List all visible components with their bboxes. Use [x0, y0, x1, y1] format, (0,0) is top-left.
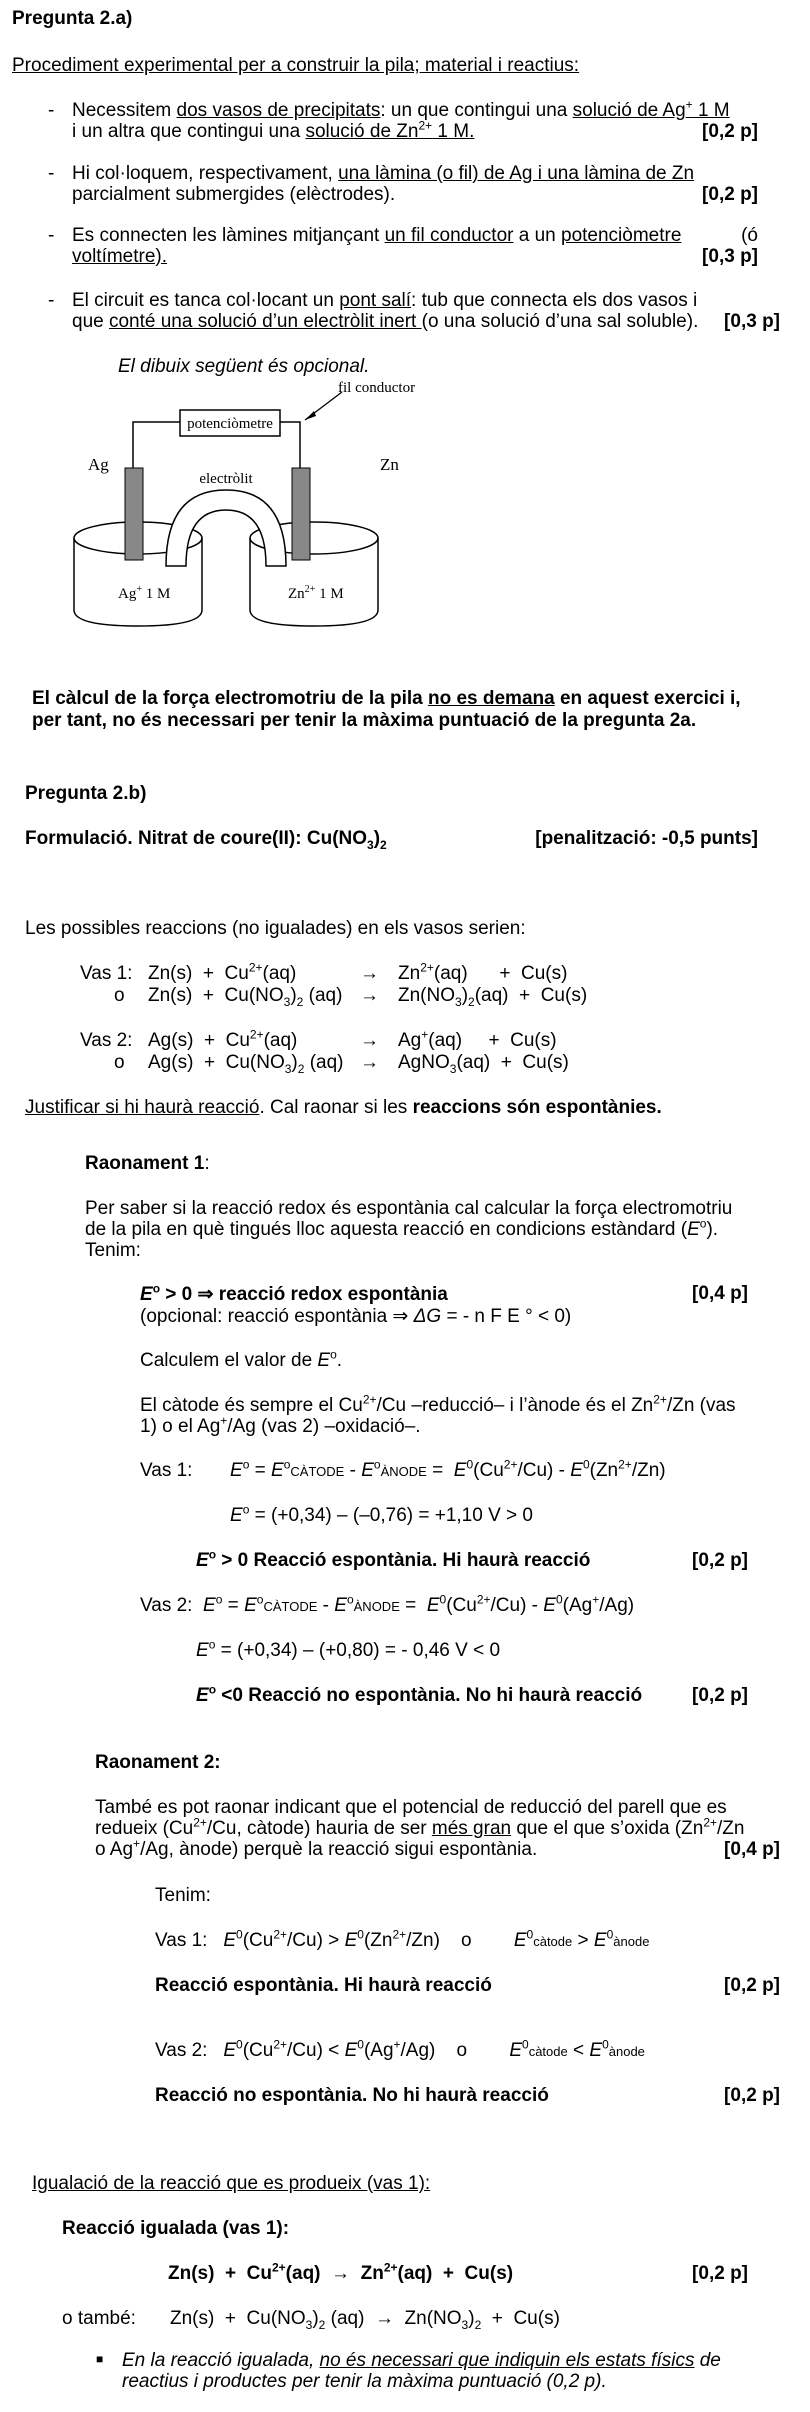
- procedure-heading: Procediment experimental per a construir la pila; material i reactius:: [12, 55, 580, 76]
- item1-line1: Necessitem dos vasos de precipitats: un que contingui una solució de Ag+ 1 M: [72, 97, 730, 121]
- vas1-value: $E^o = (+0,34) - (-0,76) = +1,10$ V > 0: [230, 1502, 533, 1526]
- arrow-head: [305, 411, 316, 420]
- meter-label: potenciòmetre: [187, 416, 273, 432]
- left-electrode-label: Ag: [88, 455, 109, 474]
- bridge-label: electròlit: [199, 471, 253, 487]
- reaction-2a-products: Ag+(aq) + Cu(s): [398, 1027, 557, 1051]
- reaction-2b: $Ag(s) + Cu(NO_3)_2$ (aq): [148, 1052, 344, 1076]
- reasoning-2-title: Raonament 2:: [95, 1752, 221, 1773]
- cathode-line1: El càtode és sempre el $Cu^{2+}/Cu$ –reducció– i l’ànode és el $Zn^{2+}/Zn$ (vas: [140, 1392, 736, 1416]
- cathode-line2: 1) o el Ag+/Ag (vas 2) –oxidació–.: [140, 1413, 421, 1437]
- condition-score: [0,4 p]: [692, 1283, 748, 1304]
- reasoning-1-title: Raonament 1:: [85, 1153, 210, 1174]
- left-solution-label: Ag+ 1 M: [118, 584, 171, 602]
- r2-vas2-result: Reacció no espontània. No hi haurà reacció: [155, 2085, 549, 2106]
- silver-electrode: [125, 468, 143, 560]
- item1-score: [0,2 p]: [702, 121, 758, 142]
- right-electrode-label: Zn: [380, 455, 399, 474]
- wire-label: fil conductor: [338, 380, 416, 396]
- or-label: o: [114, 985, 125, 1006]
- zinc-electrode: [292, 468, 310, 560]
- balanced-equation-score: [0,2 p]: [692, 2263, 748, 2284]
- or-label: o: [114, 1052, 125, 1073]
- also-label: o també:: [62, 2308, 136, 2329]
- arrow: →: [360, 1030, 379, 1051]
- r1-p3: Tenim:: [85, 1240, 141, 1261]
- vas2-value: $E^o = (+0,34) - (+0,80)$ = - 0,46 V < 0: [196, 1637, 501, 1661]
- optional-gibbs: (opcional: reacció espontània ⇒ ΔG = - n F E ° < 0): [140, 1306, 572, 1327]
- item2-score: [0,2 p]: [702, 184, 758, 205]
- vas2-label: Vas 2:: [80, 1030, 133, 1051]
- item3-line2: voltímetre).: [72, 246, 168, 267]
- vas1-label: Vas 1:: [80, 963, 133, 984]
- r2-p3-score: [0,4 p]: [724, 1839, 780, 1860]
- item2-line2: parcialment submergides (elèctrodes).: [72, 184, 396, 205]
- reaction-1b: $Zn(s) + Cu(NO_3)_2$ (aq): [148, 985, 343, 1009]
- item4-score: [0,3 p]: [724, 311, 780, 332]
- reaction-2b-products: AgNO$_3$(aq) + Cu(s): [398, 1052, 569, 1076]
- right-solution-label: $Zn^{2+}$ 1 M: [288, 584, 344, 602]
- vas1-formula: $E^o$ = $E^oCÀTODE$ - $E^oÀNODE = E^0(Cu^{2+}/Cu) - E^0(Zn^{2+}/Zn)$: [230, 1457, 666, 1481]
- reaction-1a-products: $Zn^{2+}(aq)$ + Cu(s): [398, 960, 568, 984]
- reaction-1b-products: $Zn(NO_3)_2(aq) + Cu(s)$: [398, 985, 588, 1009]
- bullet-dash: -: [48, 290, 55, 311]
- reaction-1a: $Zn(s) + Cu^{2+}(aq)$: [148, 960, 297, 984]
- vas1-result: $E^o > 0$ Reacció espontània. Hi haurà reacció: [196, 1547, 591, 1571]
- emf-note-line1: El càlcul de la força electromotriu de la pila no es demana en aquest exercici i,: [32, 688, 741, 709]
- r2-tenim: Tenim:: [155, 1885, 211, 1906]
- final-note-line1: En la reacció igualada, no és necessari que indiquin els estats físics de: [122, 2350, 721, 2371]
- spontaneity-condition: $E^o > 0$ ⇒ reacció redox espontània: [140, 1281, 448, 1305]
- vas2-formula: Vas 2: $E^o$ = $E^oCÀTODE$ - $E^oÀNODE = E^0(Cu^{2+}/Cu) - E^0(Ag^+/Ag)$: [140, 1592, 635, 1616]
- drawing-note: El dibuix següent és opcional.: [118, 356, 370, 377]
- bullet-dash: -: [48, 163, 55, 184]
- justify-instruction: Justificar si hi haurà reacció. Cal raonar si les reaccions són espontànies.: [25, 1097, 662, 1118]
- item3-line1: Es connecten les làmines mitjançant un fil conductor a un potenciòmetre: [72, 225, 682, 246]
- item3-score: [0,3 p]: [702, 246, 758, 267]
- question-2a-title: Pregunta 2.a): [12, 8, 133, 29]
- galvanic-cell-diagram: [70, 370, 470, 640]
- bullet-square: ■: [96, 2352, 104, 2366]
- penalty: [penalització: -0,5 punts]: [535, 828, 758, 849]
- calc-intro: Calculem el valor de $E^o$.: [140, 1347, 343, 1371]
- item2-line1: Hi col·loquem, respectivament, una làmina (o fil) de Ag i una làmina de Zn: [72, 163, 695, 184]
- alternative-equation: $Zn(s) + Cu(NO_3)_2$ $(aq) \to Zn(NO_3)_2 + Cu(s)$: [170, 2308, 560, 2332]
- item4-line1: El circuit es tanca col·locant un pont salí: tub que connecta els dos vasos i: [72, 290, 698, 311]
- item3-or: (ó: [741, 225, 758, 246]
- r1-p1: Per saber si la reacció redox és espontània cal calcular la força electromotriu: [85, 1198, 733, 1219]
- arrow: →: [360, 963, 379, 984]
- vas1-result-score: [0,2 p]: [692, 1550, 748, 1571]
- r2-p1: També es pot raonar indicant que el potencial de reducció del parell que es: [95, 1797, 727, 1818]
- vas1-calc-label: Vas 1:: [140, 1460, 193, 1481]
- final-note-line2: reactius i productes per tenir la màxima puntuació (0,2 p).: [122, 2371, 607, 2392]
- r2-vas2-score: [0,2 p]: [724, 2085, 780, 2106]
- r1-p2: de la pila en què tingués lloc aquesta reacció en condicions estàndard $(E^o)$.: [85, 1216, 719, 1240]
- formulation: Formulació. Nitrat de coure(II): $Cu(NO_3)_2$: [25, 828, 387, 852]
- r2-vas1-compare: Vas 1: $E^0(Cu^{2+}/Cu) > E^0(Zn^{2+}/Zn)$ o $E^0càtode$ > $E^0ànode$: [155, 1927, 650, 1951]
- salt-bridge: [166, 490, 286, 566]
- reaction-2a: $Ag(s) + Cu^{2+}(aq)$: [148, 1027, 298, 1051]
- item1-line2: i un altra que contingui una solució de $Zn^{2+}$ 1 M.: [72, 118, 475, 142]
- bullet-dash: -: [48, 225, 55, 246]
- emf-note-line2: per tant, no és necessari per tenir la màxima puntuació de la pregunta 2a.: [32, 710, 697, 731]
- balancing-heading: Igualació de la reacció que es produeix (vas 1):: [32, 2173, 431, 2194]
- item4-line2: que conté una solució d’un electròlit inert (o una solució d’una sal soluble).: [72, 311, 699, 332]
- arrow: →: [360, 1052, 379, 1073]
- vas2-result-score: [0,2 p]: [692, 1685, 748, 1706]
- r2-vas1-result: Reacció espontània. Hi haurà reacció: [155, 1975, 492, 1996]
- r2-p2: redueix ($Cu^{2+}/Cu$, càtode) hauria de ser més gran que el que s’oxida ($Zn^{2+}/Zn$: [95, 1815, 745, 1839]
- balanced-equation: $Zn(s) + Cu^{2+}(aq) \to Zn^{2+}(aq) + Cu(s)$: [168, 2260, 514, 2284]
- bullet-dash: -: [48, 100, 55, 121]
- r2-vas1-score: [0,2 p]: [724, 1975, 780, 1996]
- r2-p3: o Ag+/Ag, ànode) perquè la reacció sigui espontània.: [95, 1836, 538, 1860]
- vas2-result: $E^o <0$ Reacció no espontània. No hi haurà reacció: [196, 1682, 643, 1706]
- r2-vas2-compare: Vas 2: $E^0(Cu^{2+}/Cu) < E^0(Ag^+/Ag)$ o $E^0càtode$ < $E^0ànode$: [155, 2037, 645, 2061]
- question-2b-title: Pregunta 2.b): [25, 783, 147, 804]
- possible-reactions-intro: Les possibles reaccions (no igualades) en els vasos serien:: [25, 918, 526, 939]
- balanced-subheading: Reacció igualada (vas 1):: [62, 2218, 290, 2239]
- arrow: →: [360, 985, 379, 1006]
